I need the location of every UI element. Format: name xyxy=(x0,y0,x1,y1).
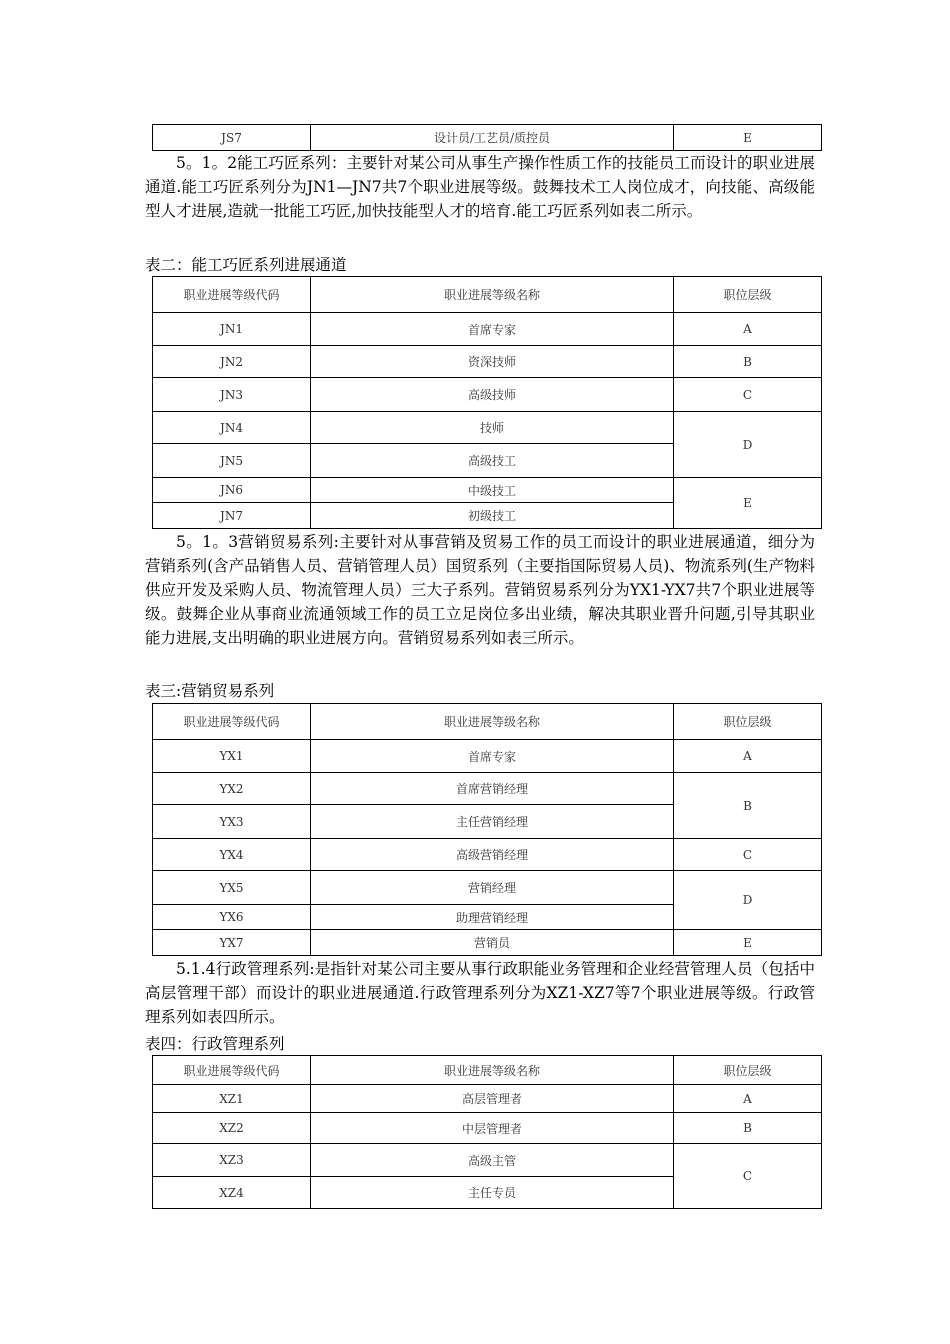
table-cell-name: 营销经理 xyxy=(311,871,674,905)
table-cell-code: JN1 xyxy=(153,313,311,346)
paragraph-text: 5。1。2能工巧匠系列：主要针对某公司从事生产操作性质工作的技能员工而设计的职业进展通道.能工巧匠系列分为JN1—JN7共7个职业进展等级。鼓舞技术工人岗位成才，向技能、高级能型人才进展,造就一批能工巧匠,加快技能型人才的培育.能工巧匠系列如表二所示。 xyxy=(145,154,815,220)
table-cell-code: JN5 xyxy=(153,444,311,478)
paragraph-5-1-2 xyxy=(145,151,815,223)
table-header-row xyxy=(153,1056,822,1085)
table-cell-name: 首席专家 xyxy=(311,740,674,773)
paragraph-text: 5。1。3营销贸易系列:主要针对从事营销及贸易工作的员工而设计的职业进展通道，细分为营销系列(含产品销售人员、营销管理人员）国贸系列（主要指国际贸易人员)、物流系列(生产物料供应开发及采购人员、物流管理人员）三大子系列。营销贸易系列分为YX1-YX7共7个职业进展等级。鼓舞企业从事商业流通领域工作的员工立足岗位多出业绩，解决其职业晋升问题,引导其职业能力进展,支出明确的职业进展方向。营销贸易系列如表三所示。 xyxy=(145,533,815,647)
table-row xyxy=(153,478,822,503)
paragraph-5-1-4 xyxy=(145,957,815,1029)
table-cell-name: 主任专员 xyxy=(311,1177,674,1209)
table-js-tail xyxy=(152,124,822,151)
table-cell-name: 设计员/工艺员/质控员 xyxy=(311,125,674,151)
table-cell-code: YX2 xyxy=(153,773,311,805)
table-cell-name: 高级技师 xyxy=(311,378,674,412)
table-cell-code: XZ1 xyxy=(153,1085,311,1113)
table-cell-code: YX7 xyxy=(153,930,311,956)
table-cell-code: JN2 xyxy=(153,346,311,378)
table-cell-level: A xyxy=(674,1085,822,1113)
table-caption: 表四：行政管理系列 xyxy=(145,1035,285,1053)
table-cell-level: B xyxy=(674,1113,822,1144)
table-cell-code: JN7 xyxy=(153,503,311,529)
table-caption: 表二：能工巧匠系列进展通道 xyxy=(145,256,347,274)
table-row xyxy=(153,125,822,151)
column-header: 职位层级 xyxy=(674,277,822,313)
table-cell-level: B xyxy=(674,346,822,378)
table-row xyxy=(153,378,822,412)
table-cell-level: A xyxy=(674,313,822,346)
table-cell-level: E xyxy=(674,930,822,956)
table-row xyxy=(153,930,822,956)
table-row xyxy=(153,839,822,871)
table-header-row xyxy=(153,277,822,313)
table-row xyxy=(153,740,822,773)
table-cell-level: B xyxy=(674,773,822,839)
table-cell-code: YX5 xyxy=(153,871,311,905)
table-yingxiao xyxy=(152,703,822,956)
table-cell-code: JN4 xyxy=(153,412,311,444)
column-header: 职位层级 xyxy=(674,1056,822,1085)
table-cell-code: YX3 xyxy=(153,805,311,839)
table-cell-name: 初级技工 xyxy=(311,503,674,529)
column-header: 职位层级 xyxy=(674,704,822,740)
table-cell-code: YX1 xyxy=(153,740,311,773)
table-cell-level: C xyxy=(674,1144,822,1209)
table-cell-name: 首席营销经理 xyxy=(311,773,674,805)
table-cell-name: 中层管理者 xyxy=(311,1113,674,1144)
table-cell-name: 营销员 xyxy=(311,930,674,956)
table-cell-code: JN3 xyxy=(153,378,311,412)
table-cell-name: 技师 xyxy=(311,412,674,444)
paragraph-5-1-3 xyxy=(145,530,815,650)
table-header-row xyxy=(153,704,822,740)
table-cell-level: E xyxy=(674,478,822,529)
table-row xyxy=(153,1144,822,1177)
paragraph-text: 5.1.4行政管理系列:是指针对某公司主要从事行政职能业务管理和企业经营管理人员（包括中高层管理干部）而设计的职业进展通道.行政管理系列分为XZ1-XZ7等7个职业进展等级。行政管理系列如表四所示。 xyxy=(145,960,815,1026)
column-header: 职业进展等级名称 xyxy=(311,704,674,740)
table-cell-name: 高级主管 xyxy=(311,1144,674,1177)
column-header: 职业进展等级名称 xyxy=(311,1056,674,1085)
table-cell-name: 首席专家 xyxy=(311,313,674,346)
column-header: 职业进展等级代码 xyxy=(153,277,311,313)
table-row xyxy=(153,773,822,805)
table-cell-code: JS7 xyxy=(153,125,311,151)
table-cell-level: E xyxy=(674,125,822,151)
table-cell-code: XZ4 xyxy=(153,1177,311,1209)
table-cell-name: 高层管理者 xyxy=(311,1085,674,1113)
table-cell-level: A xyxy=(674,740,822,773)
column-header: 职业进展等级代码 xyxy=(153,1056,311,1085)
table-caption: 表三:营销贸易系列 xyxy=(145,682,275,700)
table-cell-name: 资深技师 xyxy=(311,346,674,378)
table-cell-level: C xyxy=(674,839,822,871)
table-cell-name: 中级技工 xyxy=(311,478,674,503)
table-row xyxy=(153,346,822,378)
table-row xyxy=(153,871,822,905)
column-header: 职业进展等级代码 xyxy=(153,704,311,740)
table-cell-code: XZ3 xyxy=(153,1144,311,1177)
table-cell-code: XZ2 xyxy=(153,1113,311,1144)
table-cell-code: JN6 xyxy=(153,478,311,503)
table-cell-level: D xyxy=(674,412,822,478)
table-row xyxy=(153,313,822,346)
table-xingzheng xyxy=(152,1055,822,1209)
table-cell-code: YX6 xyxy=(153,905,311,930)
table-cell-code: YX4 xyxy=(153,839,311,871)
table-cell-name: 主任营销经理 xyxy=(311,805,674,839)
table-row xyxy=(153,1085,822,1113)
column-header: 职业进展等级名称 xyxy=(311,277,674,313)
table-cell-level: C xyxy=(674,378,822,412)
table-row xyxy=(153,412,822,444)
table-cell-name: 高级技工 xyxy=(311,444,674,478)
table-nengong xyxy=(152,276,822,529)
table-cell-name: 高级营销经理 xyxy=(311,839,674,871)
table-row xyxy=(153,1113,822,1144)
table-cell-name: 助理营销经理 xyxy=(311,905,674,930)
table-cell-level: D xyxy=(674,871,822,930)
